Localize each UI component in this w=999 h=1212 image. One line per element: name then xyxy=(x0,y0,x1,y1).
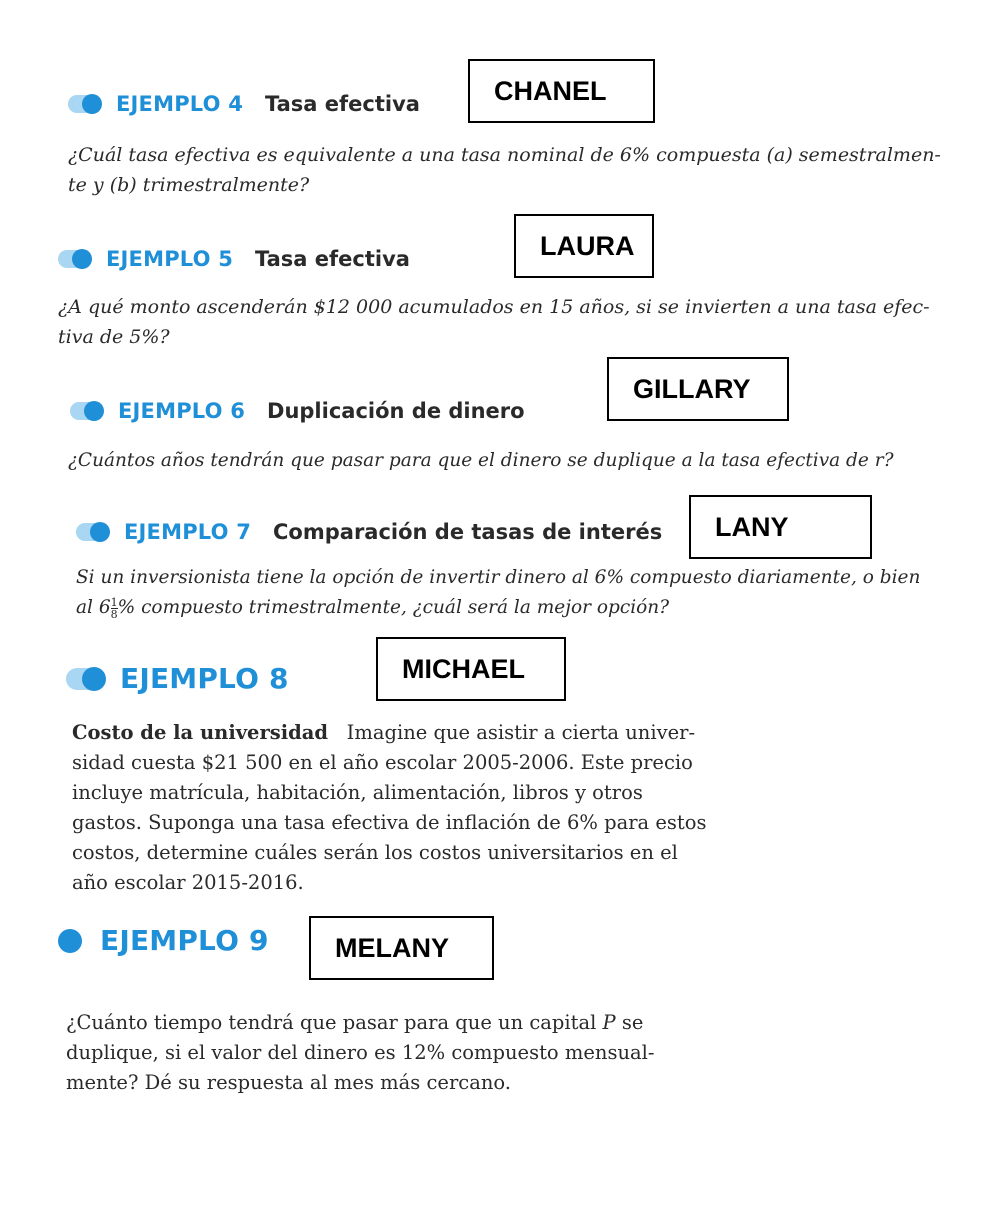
question-line: te y (b) trimestralmente? xyxy=(68,174,310,196)
example-4-question xyxy=(68,140,941,200)
text-line: costos, determine cuáles serán los costos universitarios en el xyxy=(72,841,678,864)
question-line: tiva de 5%? xyxy=(58,326,170,348)
text-line: ¿Cuánto tiempo tendrá que pasar para que un capital P se xyxy=(66,1011,644,1034)
name-box-lany: LANY xyxy=(689,495,872,559)
question-line: ¿A qué monto ascenderán $12 000 acumulados en 15 años, si se invierten a una tasa efec- xyxy=(58,296,930,318)
name-box-laura: LAURA xyxy=(514,214,654,278)
example-8-header xyxy=(66,662,311,695)
bullet-icon xyxy=(58,250,92,268)
text-line: duplique, si el valor del dinero es 12% compuesto mensual- xyxy=(66,1041,655,1064)
example-title: Tasa efectiva xyxy=(265,92,420,116)
example-title: Duplicación de dinero xyxy=(267,399,525,423)
example-label: EJEMPLO 8 xyxy=(120,662,289,695)
question-line: ¿Cuál tasa efectiva es equivalente a una tasa nominal de 6% compuesta (a) semestralmen- xyxy=(68,144,941,166)
example-label: EJEMPLO 5 xyxy=(106,247,234,271)
example-5-header xyxy=(58,247,410,271)
example-label: EJEMPLO 7 xyxy=(124,520,252,544)
text-line: sidad cuesta $21 500 en el año escolar 2005-2006. Este precio xyxy=(72,751,693,774)
example-label: EJEMPLO 6 xyxy=(118,399,246,423)
bullet-icon xyxy=(76,523,110,541)
example-5-question xyxy=(58,292,930,352)
question-line: Si un inversionista tiene la opción de invertir dinero al 6% compuesto diariamente, o bien xyxy=(76,567,921,588)
example-6-header xyxy=(70,399,525,423)
bullet-icon xyxy=(70,402,104,420)
example-4-header xyxy=(68,92,420,116)
example-7-header xyxy=(76,520,662,544)
example-label: EJEMPLO 9 xyxy=(100,924,269,957)
question-line: al 6 $\frac{1}{8}$ % compuesto trimestralmente, ¿cuál será la mejor opción? xyxy=(76,595,670,621)
example-label: EJEMPLO 4 xyxy=(116,92,244,116)
example-title: Comparación de tasas de interés xyxy=(273,520,663,544)
example-9-header xyxy=(58,924,291,957)
text-line: gastos. Suponga una tasa efectiva de inflación de 6% para estos xyxy=(72,811,707,834)
example-8-text xyxy=(72,718,707,898)
example-7-question xyxy=(76,563,920,623)
example-9-text xyxy=(66,1008,654,1098)
example-title: Tasa efectiva xyxy=(255,247,410,271)
bullet-icon xyxy=(68,95,102,113)
name-box-melany: MELANY xyxy=(309,916,494,980)
text-line: año escolar 2015-2016. xyxy=(72,871,304,894)
name-box-gillary: GILLARY xyxy=(607,357,789,421)
text-line: incluye matrícula, habitación, alimentación, libros y otros xyxy=(72,781,643,804)
bold-lead: Costo de la universidad xyxy=(72,721,329,744)
text-line: mente? Dé su respuesta al mes más cercano. xyxy=(66,1071,511,1094)
fraction: $\frac{1}{8}$ xyxy=(110,595,118,621)
bullet-icon xyxy=(66,668,106,690)
name-box-michael: MICHAEL xyxy=(376,637,566,701)
text-line: Costo de la universidad Imagine que asistir a cierta univer- xyxy=(72,721,696,744)
bullet-icon xyxy=(58,929,82,953)
example-6-question xyxy=(68,446,894,476)
question-line: ¿Cuántos años tendrán que pasar para que el dinero se duplique a la tasa efectiva de r? xyxy=(68,450,894,471)
name-box-chanel: CHANEL xyxy=(468,59,655,123)
